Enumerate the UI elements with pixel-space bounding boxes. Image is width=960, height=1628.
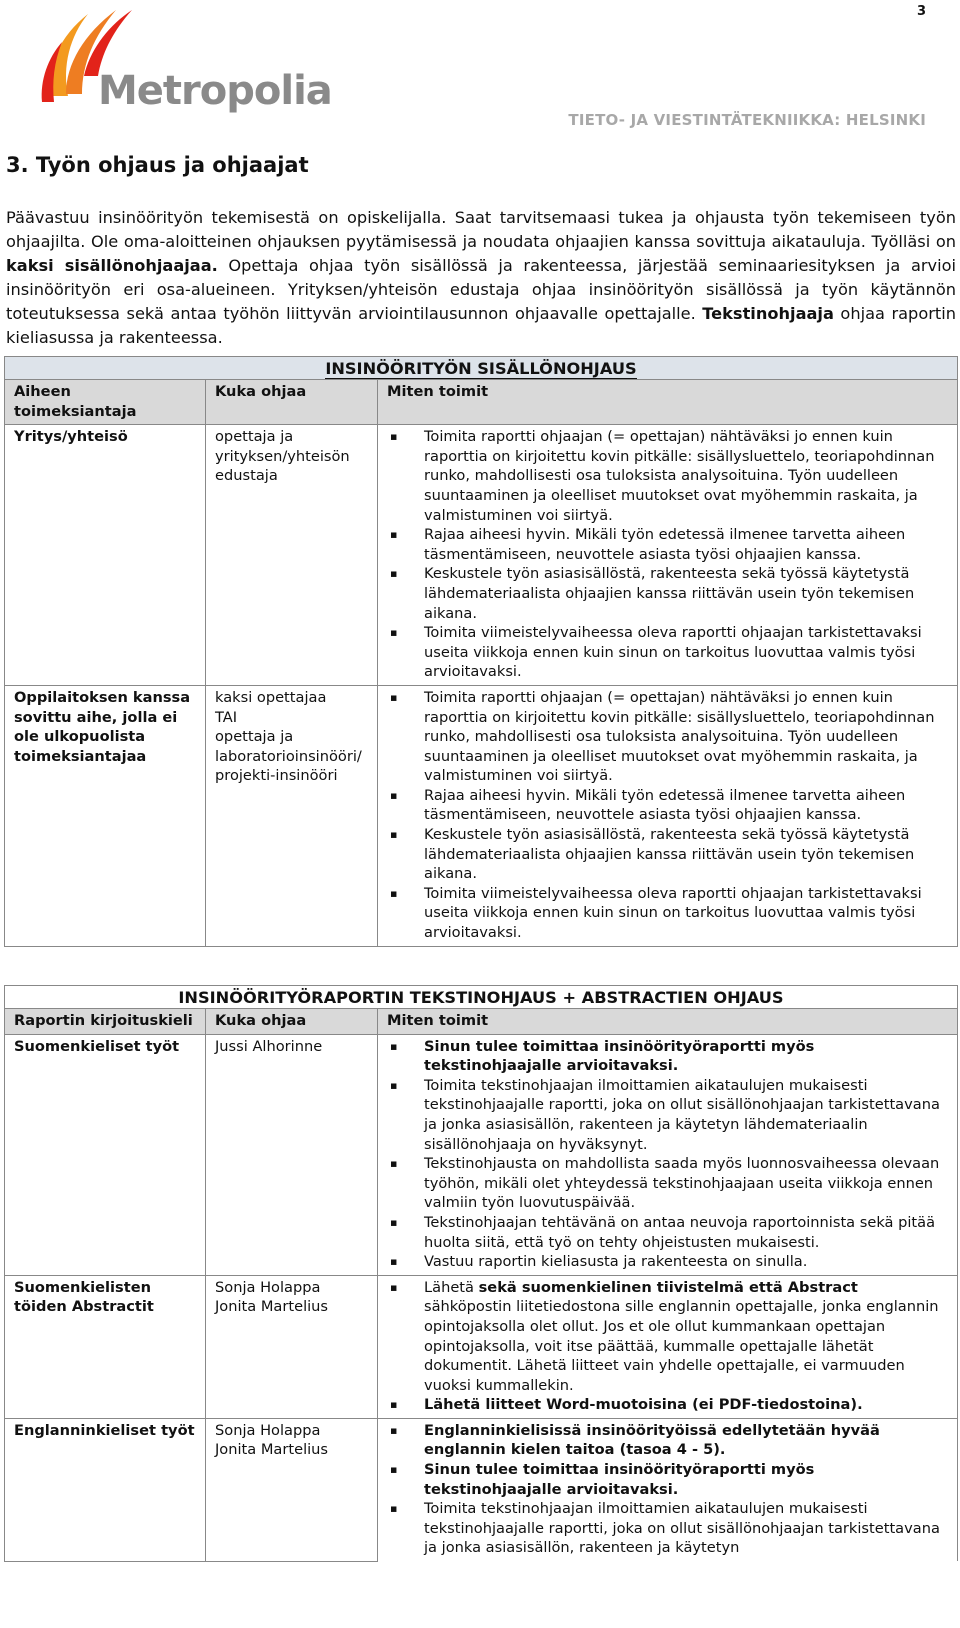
table-cell-supervisor — [206, 1275, 378, 1418]
text-table-title: INSINÖÖRITYÖRAPORTIN TEKSTINOHJAUS + ABSTRACTIEN OHJAUS — [5, 986, 958, 1009]
list-item: ▪ Tekstinohjausta on mahdollista saada myös luonnosvaiheessa olevaan työhön, mikäli olet yhteydessä tekstinohjaajaan useita viikkoja ennen valmiin työn luovutuspäivää. — [387, 1154, 949, 1213]
column-header: Miten toimit — [378, 1009, 958, 1035]
supervisor-line: yrityksen/yhteisön — [215, 447, 350, 465]
content-table-header-row — [5, 380, 958, 425]
column-header: Aiheen toimeksiantaja — [5, 380, 206, 425]
supervisor-line: kaksi opettajaa — [215, 688, 327, 706]
list-item: ▪ Toimita viimeistelyvaiheessa oleva raportti ohjaajan tarkistettavaksi useita viikkoja ennen kuin sinun on tarkoitus luovuttaa valmis työsi arvioitavaksi. — [387, 623, 949, 682]
column-header: Kuka ohjaa — [206, 1009, 378, 1035]
text-supervision-table — [4, 985, 958, 1562]
supervisor-line: projekti-insinööri — [215, 767, 338, 785]
table-row — [5, 425, 958, 686]
table-cell-supervisor — [206, 425, 378, 686]
logo-wordmark: Metropolia — [98, 68, 332, 114]
section-title: 3. Työn ohjaus ja ohjaajat — [6, 153, 309, 177]
metropolia-logo — [40, 6, 332, 114]
list-item: ▪ Toimita raportti ohjaajan (= opettajan) nähtäväksi jo ennen kuin raporttia on kirjoitettu kovin pitkälle: sisällysluettelo, teoriapohdinnan runko, mahdollisesti osa tuloksista analysoituina. Työn uudelleen suuntaaminen ja oleelliset muutokset ovat myöhemmin raskaita, ja valmistuminen voi siirtyä. — [387, 688, 949, 786]
list-item: ▪ Toimita tekstinohjaajan ilmoittamien aikataulujen mukaisesti tekstinohjaajalle raportti, joka on ollut sisällönohjaajan tarkistettavana ja jonka asiasisällön, rakenteen ja käytetyn lähdemateriaalin sisällönohjaaja on hyväksynyt. — [387, 1076, 949, 1154]
supervisor-line: Sonja Holappa — [215, 1421, 321, 1439]
supervisor-line: laboratorioinsinööri/ — [215, 747, 362, 765]
table-row — [5, 1034, 958, 1275]
table-cell-supervisor — [206, 685, 378, 946]
supervisor-line: opettaja ja — [215, 428, 294, 446]
list-item: ▪ Keskustele työn asiasisällöstä, rakenteesta sekä työssä käytetystä lähdemateriaalista ohjaajien kanssa riittävän usein työn tekemisen aikana. — [387, 564, 949, 623]
page-number: 3 — [916, 4, 926, 19]
table-cell-language: Englanninkieliset työt — [5, 1418, 206, 1561]
table-cell-supervisor — [206, 1418, 378, 1561]
intro-text-1: Päävastuu insinöörityön tekemisestä on opiskelijalla. Saat tarvitsemaasi tukea ja ohjausta työn tekemiseen työn ohjaajilta. Ole oma-aloitteinen ohjauksen pyytämisessä ja noudata ohjaajien kanssa sovittuja aikatauluja. Työlläsi on — [6, 208, 956, 251]
table-cell-supervisor — [206, 1034, 378, 1275]
list-item: ▪ Toimita viimeistelyvaiheessa oleva raportti ohjaajan tarkistettavaksi useita viikkoja ennen kuin sinun on tarkoitus luovuttaa valmis työsi arvioitavaksi. — [387, 884, 949, 943]
text-table-header-row — [5, 1009, 958, 1035]
content-table-title: INSINÖÖRITYÖN SISÄLLÖNOHJAUS — [5, 357, 958, 380]
table-cell-commissioner: Oppilaitoksen kanssa sovittu aihe, jolla ei ole ulkopuolista toimeksiantajaa — [5, 685, 206, 946]
table-cell-instructions — [378, 1418, 958, 1561]
supervisor-line: edustaja — [215, 467, 278, 485]
table-cell-instructions — [378, 1275, 958, 1418]
column-header: Kuka ohjaa — [206, 380, 378, 425]
supervisor-line: opettaja ja — [215, 728, 294, 746]
table-cell-instructions — [378, 425, 958, 686]
supervisor-line: Jussi Alhorinne — [215, 1037, 323, 1055]
intro-bold-1: kaksi sisällönohjaajaa. — [6, 256, 218, 275]
list-item: ▪ Sinun tulee toimittaa insinöörityöraportti myös tekstinohjaajalle arvioitavaksi. — [387, 1460, 949, 1499]
table-row — [5, 1418, 958, 1561]
column-header: Miten toimit — [378, 380, 958, 425]
intro-bold-2: Tekstinohjaaja — [702, 304, 834, 323]
intro-text-2: Opettaja ohjaa työn sisällössä ja rakenteessa, järjestää seminaariesityksen ja arvioi insinöörityön eri osa-alueineen. Yrityksen/yhteisön edustaja ohjaa insinöörityön sisällössä ja työn käytännön toteutuksessa sekä antaa työhön liittyvän arviointilausunnon ohjaavalle opettajalle. — [6, 256, 956, 323]
table-cell-commissioner: Yritys/yhteisö — [5, 425, 206, 686]
list-item: ▪ Lähetä liitteet Word-muotoisina (ei PDF-tiedostoina). — [387, 1395, 949, 1415]
list-item: ▪ Sinun tulee toimittaa insinöörityöraportti myös tekstinohjaajalle arvioitavaksi. — [387, 1037, 949, 1076]
list-item: ▪ Keskustele työn asiasisällöstä, rakenteesta sekä työssä käytetystä lähdemateriaalista ohjaajien kanssa riittävän usein työn tekemisen aikana. — [387, 825, 949, 884]
content-supervision-table — [4, 356, 958, 947]
table-row — [5, 1275, 958, 1418]
supervisor-line: Sonja Holappa — [215, 1278, 321, 1296]
list-item: ▪ Tekstinohjaajan tehtävänä on antaa neuvoja raportoinnista sekä pitää huolta siitä, että työ on tehty ohjeistusten mukaisesti. — [387, 1213, 949, 1252]
column-header: Raportin kirjoituskieli — [5, 1009, 206, 1035]
department-header: TIETO- JA VIESTINTÄTEKNIIKKA: HELSINKI — [568, 111, 926, 129]
table-cell-instructions — [378, 1034, 958, 1275]
list-item: ▪ Toimita raportti ohjaajan (= opettajan) nähtäväksi jo ennen kuin raporttia on kirjoitettu kovin pitkälle: sisällysluettelo, teoriapohdinnan runko, mahdollisesti osa tuloksista analysoituina. Työn uudelleen suuntaaminen ja oleelliset muutokset ovat myöhemmin raskaita, ja valmistuminen voi siirtyä. — [387, 427, 949, 525]
list-item: ▪ Toimita tekstinohjaajan ilmoittamien aikataulujen mukaisesti tekstinohjaajalle raportti, joka on ollut sisällönohjaajan tarkistettavana ja jonka asiasisällön, rakenteen ja käytetyn — [387, 1499, 949, 1558]
list-item: ▪ Rajaa aiheesi hyvin. Mikäli työn edetessä ilmenee tarvetta aiheen täsmentämiseen, neuvottele asiasta työsi ohjaajien kanssa. — [387, 525, 949, 564]
intro-paragraph — [6, 206, 956, 350]
table-cell-language: Suomenkielisten töiden Abstractit — [5, 1275, 206, 1418]
table-cell-instructions — [378, 685, 958, 946]
supervisor-line: TAI — [215, 708, 238, 726]
table-row — [5, 685, 958, 946]
list-item: ▪ Lähetä sekä suomenkielinen tiivistelmä että Abstract sähköpostin liitetiedostona sille englannin opettajalle, jonka englannin opintojaksolla olet ollut. Jos et ole ollut kummankaan opettajan opintojaksolla, voit itse päättää, kummalle opettajalle lähetät dokumentit. Lähetä liitteet vain yhdelle opettajalle, ei varmuuden vuoksi kummallekin. — [387, 1278, 949, 1396]
list-item: ▪ Englanninkielisissä insinöörityöissä edellytetään hyvää englannin kielen taitoa (tasoa 4 - 5). — [387, 1421, 949, 1460]
supervisor-line: Jonita Martelius — [215, 1441, 329, 1459]
table-cell-language: Suomenkieliset työt — [5, 1034, 206, 1275]
intro-text-3: ohjaa raportin kieliasussa ja rakenteessa. — [6, 304, 956, 347]
list-item: ▪ Vastuu raportin kieliasusta ja rakenteesta on sinulla. — [387, 1252, 949, 1272]
list-item: ▪ Rajaa aiheesi hyvin. Mikäli työn edetessä ilmenee tarvetta aiheen täsmentämiseen, neuvottele asiasta työsi ohjaajien kanssa. — [387, 786, 949, 825]
supervisor-line: Jonita Martelius — [215, 1298, 329, 1316]
